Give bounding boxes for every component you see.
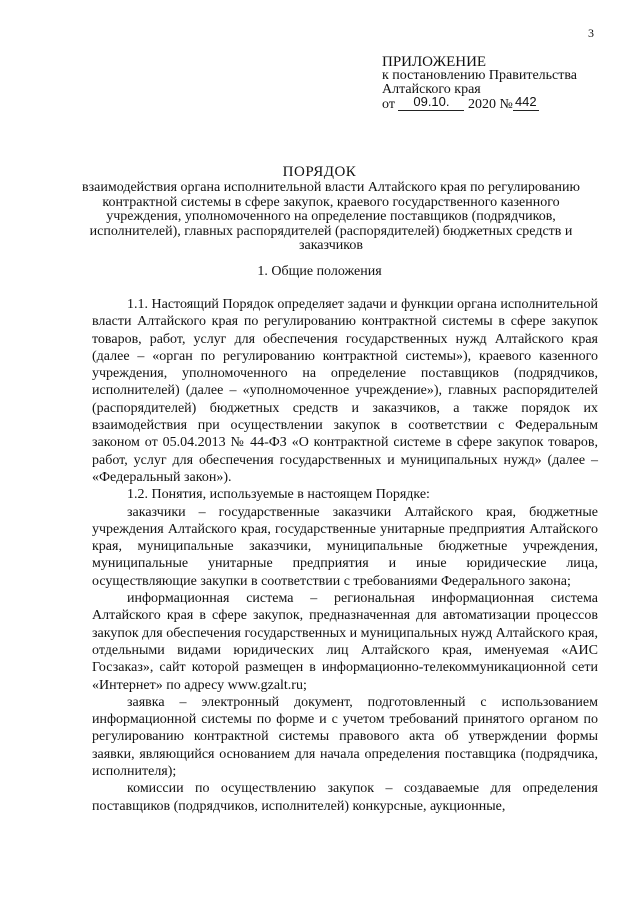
from-label: от [382, 97, 395, 112]
appendix-title: ПРИЛОЖЕНИЕ [382, 54, 487, 70]
paragraph: 1.2. Понятия, используемые в настоящем Порядке: [127, 487, 430, 503]
paragraph: информационная система – региональная информационная система Алтайского края в сфере закупок, предназначенная для автоматизации процессов закупок для обеспечения государственных и муниципальных нужд Алтайского края, отдельными видами юридических лиц Алтайского края, именуемая «АИС Госзаказ», сайт которой размещен в информационно-телекоммуникационной сети «Интернет» по адресу www.gzalt.ru; [92, 591, 598, 693]
date-underline [398, 95, 464, 111]
appendix-date-line [382, 94, 577, 113]
year-value: 2020 [467, 97, 496, 112]
page-number: 3 [588, 26, 594, 40]
document-body [92, 296, 598, 815]
number-value: 442 [514, 94, 537, 109]
number-label: № [499, 97, 513, 112]
appendix-block [382, 55, 577, 113]
date-value: 09.10. [413, 94, 450, 109]
paragraph: заявка – электронный документ, подготовленный с использованием информационной системы по форме и с учетом требований принятого органом по регулированию контрактной системы правового акта об утверждении формы заявки, являющийся основанием для начала определения поставщика (подрядчика, исполнителя); [92, 694, 598, 780]
paragraph: 1.1. Настоящий Порядок определяет задачи и функции органа исполнительной власти Алтайского края по регулированию контрактной системы в сфере закупок товаров, работ, услуг для обеспечения государственных нужд Алтайского края (далее – «орган по регулированию контрактной системы»), краевого казенного учреждения, уполномоченного на определение поставщиков (подрядчиков, исполнителей) (далее – «уполномоченное учреждение»), главных распорядителей (распорядителей) бюджетных средств и заказчиков, а также порядок их взаимодействия при осуществлении закупок в соответствии с Федеральным законом от 05.04.2013 № 44-ФЗ «О контрактной системе в сфере закупок товаров, работ, услуг для обеспечения государственных и муниципальных нужд» (далее – «Федеральный закон»). [92, 297, 598, 485]
appendix-line-2: Алтайского края [382, 82, 481, 97]
document-title: ПОРЯДОК [282, 164, 357, 180]
section-title: 1. Общие положения [257, 264, 382, 279]
paragraph: комиссии по осуществлению закупок – создаваемые для определения поставщиков (подрядчиков, исполнителей) конкурсные, аукционные, [92, 781, 598, 814]
appendix-line-1: к постановлению Правительства [382, 68, 578, 83]
document-subtitle: взаимодействия органа исполнительной власти Алтайского края по регулированию контрактной системы в сфере закупок, краевого государственного казенного учреждения, уполномоченного на определение поставщиков (подрядчиков, исполнителей), главных распорядителей (распорядителей) бюджетных средств и заказчиков [82, 180, 580, 253]
paragraph: заказчики – государственные заказчики Алтайского края, бюджетные учреждения Алтайского края, государственные унитарные предприятия Алтайского края, муниципальные заказчики, муниципальные бюджетные учреждения, муниципальные унитарные предприятия и иные юридические лица, осуществляющие закупки в соответствии с требованиями Федерального закона; [92, 504, 598, 589]
number-underline [513, 95, 539, 111]
